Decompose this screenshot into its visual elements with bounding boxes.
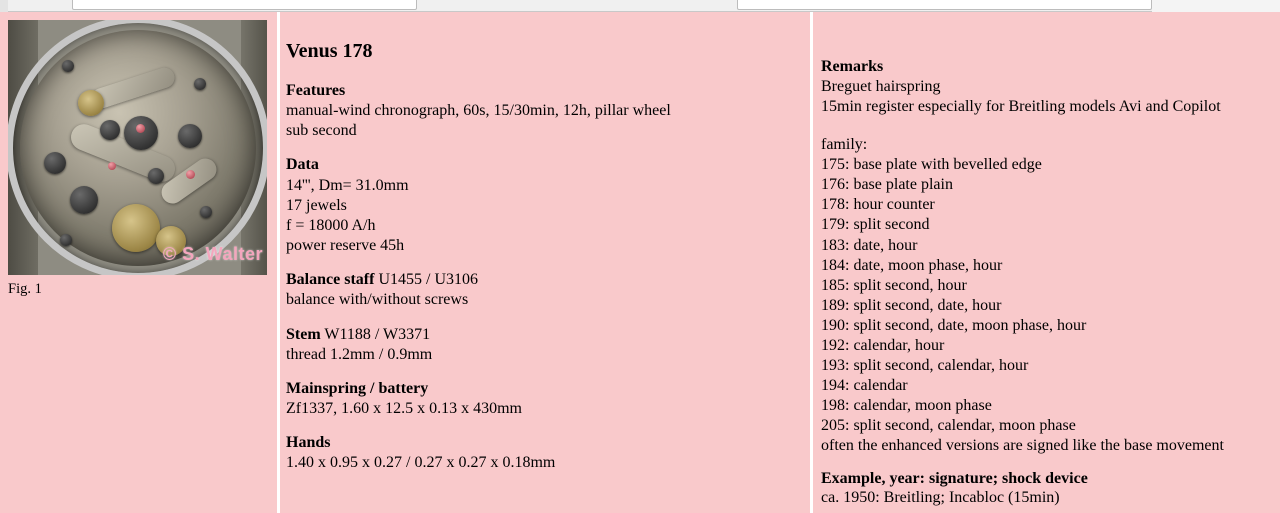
remarks-line: Breguet hairspring [821,78,941,95]
section-line: balance with/without screws [286,291,469,309]
remarks-column [810,12,1280,513]
page-title: Venus 178 [286,40,373,62]
minute-wheel [78,90,104,116]
section-line: f = 18000 A/h [286,216,376,234]
crown-wheel [112,204,160,252]
spec-section-features [286,81,800,141]
family-item: 205: split second, calendar, moon phase [821,417,1076,435]
search-bar[interactable] [737,0,1152,10]
family-item: 185: split second, hour [821,276,967,294]
screw-lower-right [200,206,212,218]
section-heading: Data [286,156,319,174]
spec-section-mainspring [286,379,800,419]
movement-photo [8,20,267,275]
section-heading: Features [286,82,346,99]
section-inline-value: W1188 / W3371 [320,325,431,343]
family-item: 183: date, hour [821,236,918,254]
screw-upper-right [194,78,206,90]
spec-section-stem [286,325,800,365]
family-item: 192: calendar, hour [821,336,945,354]
figure-caption: Fig. 1 [8,281,42,297]
family-item: 176: base plate plain [821,176,953,194]
section-heading: Mainspring / battery [286,379,429,397]
family-note: often the enhanced versions are signed like the base movement [821,437,1224,455]
family-item: 184: date, moon phase, hour [821,256,1003,274]
section-heading: Balance staff [286,271,375,289]
section-line: Zf1337, 1.60 x 12.5 x 0.13 x 430mm [286,400,522,418]
screw-lower-left [60,234,72,246]
family-label: family: [821,136,868,154]
remarks-heading: Remarks [821,58,884,75]
family-item: 193: split second, calendar, hour [821,357,1029,375]
example-heading: Example, year: signature; shock device [821,470,1088,488]
screw-upper-left [62,60,74,72]
oscillating-pinion [100,120,120,140]
browser-chrome-left-edge [0,0,8,12]
hour-counter-wheel [70,186,98,214]
browser-chrome [0,0,1280,12]
spec-section-hands [286,433,800,473]
family-item: 198: calendar, moon phase [821,397,992,415]
spec-section-data [286,155,800,256]
family-item: 175: base plate with bevelled edge [821,156,1042,174]
document-page [0,12,1280,513]
photo-watermark: © S. Walter [162,244,263,264]
family-item: 194: calendar [821,377,908,395]
section-line: 17 jewels [286,196,347,214]
section-line: manual-wind chronograph, 60s, 15/30min, 12h, pillar wheel [286,102,671,120]
section-heading: Stem [286,325,321,343]
jewel-balance [186,170,195,179]
section-line: 14''', Dm= 31.0mm [286,176,409,194]
example-line: ca. 1950: Breitling; Incabloc (15min) [821,489,1060,507]
jewel-center [136,124,145,133]
remarks-line: 15min register especially for Breitling models Avi and Copilot [821,98,1221,116]
family-item: 190: split second, date, moon phase, hour [821,316,1087,334]
family-item: 178: hour counter [821,196,935,214]
section-line: 1.40 x 0.95 x 0.27 / 0.27 x 0.27 x 0.18mm [286,454,556,472]
address-bar[interactable] [72,0,417,10]
section-line: power reserve 45h [286,237,405,255]
section-line: thread 1.2mm / 0.9mm [286,345,433,363]
browser-chrome-right-edge [1152,0,1280,12]
spec-section-balance-staff [286,270,800,310]
family-item: 179: split second [821,216,930,234]
family-item: 189: split second, date, hour [821,296,1002,314]
section-line: sub second [286,122,357,140]
pillar-wheel [44,152,66,174]
minute-counter-wheel [178,124,202,148]
chronograph-center-wheel [124,116,158,150]
remarks-spacer [821,117,1268,135]
section-inline-value: U1455 / U3106 [374,271,478,289]
specification-column [277,12,810,513]
click-spring [148,168,164,184]
jewel-escape [108,162,116,170]
figure-column [0,12,277,513]
section-heading: Hands [286,434,331,452]
